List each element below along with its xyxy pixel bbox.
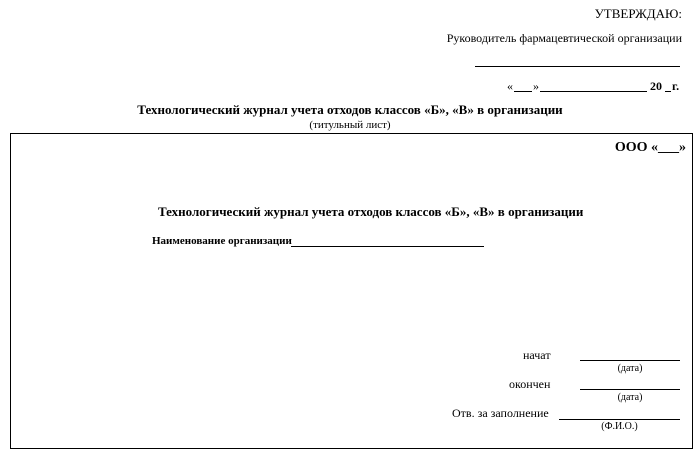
fio-hint: (Ф.И.О.) <box>601 421 638 432</box>
date-year: 20 <box>650 79 662 93</box>
date-year-line <box>665 91 671 92</box>
started-date-line <box>580 360 680 361</box>
date-open-quote: « <box>507 79 513 93</box>
date-month-line <box>540 91 647 92</box>
responsible-line <box>559 419 680 420</box>
finished-date-line <box>580 389 680 390</box>
doc-subtitle: (титульный лист) <box>309 119 391 131</box>
date-day-line <box>514 91 532 92</box>
org-name-line <box>291 246 484 247</box>
title-page-frame <box>10 133 693 449</box>
org-label: ООО «___» <box>614 140 686 155</box>
frame-title: Технологический журнал учета отходов классов «Б», «В» в организации <box>158 204 584 219</box>
head-signature-line <box>475 66 680 67</box>
org-name-label: Наименование организации <box>152 235 292 247</box>
finished-label: окончен <box>509 377 551 391</box>
started-date-hint: (дата) <box>617 363 643 374</box>
doc-title: Технологический журнал учета отходов классов «Б», «В» в организации <box>137 102 563 117</box>
started-label: начат <box>523 348 551 362</box>
date-year-suffix: г. <box>672 79 680 93</box>
date-close-quote: » <box>533 79 539 93</box>
approve-label: УТВЕРЖДАЮ: <box>594 6 682 21</box>
finished-date-hint: (дата) <box>617 392 643 403</box>
responsible-label: Отв. за заполнение <box>452 406 549 420</box>
head-title: Руководитель фармацевтической организации <box>446 31 682 45</box>
approval-date-row <box>507 79 683 95</box>
